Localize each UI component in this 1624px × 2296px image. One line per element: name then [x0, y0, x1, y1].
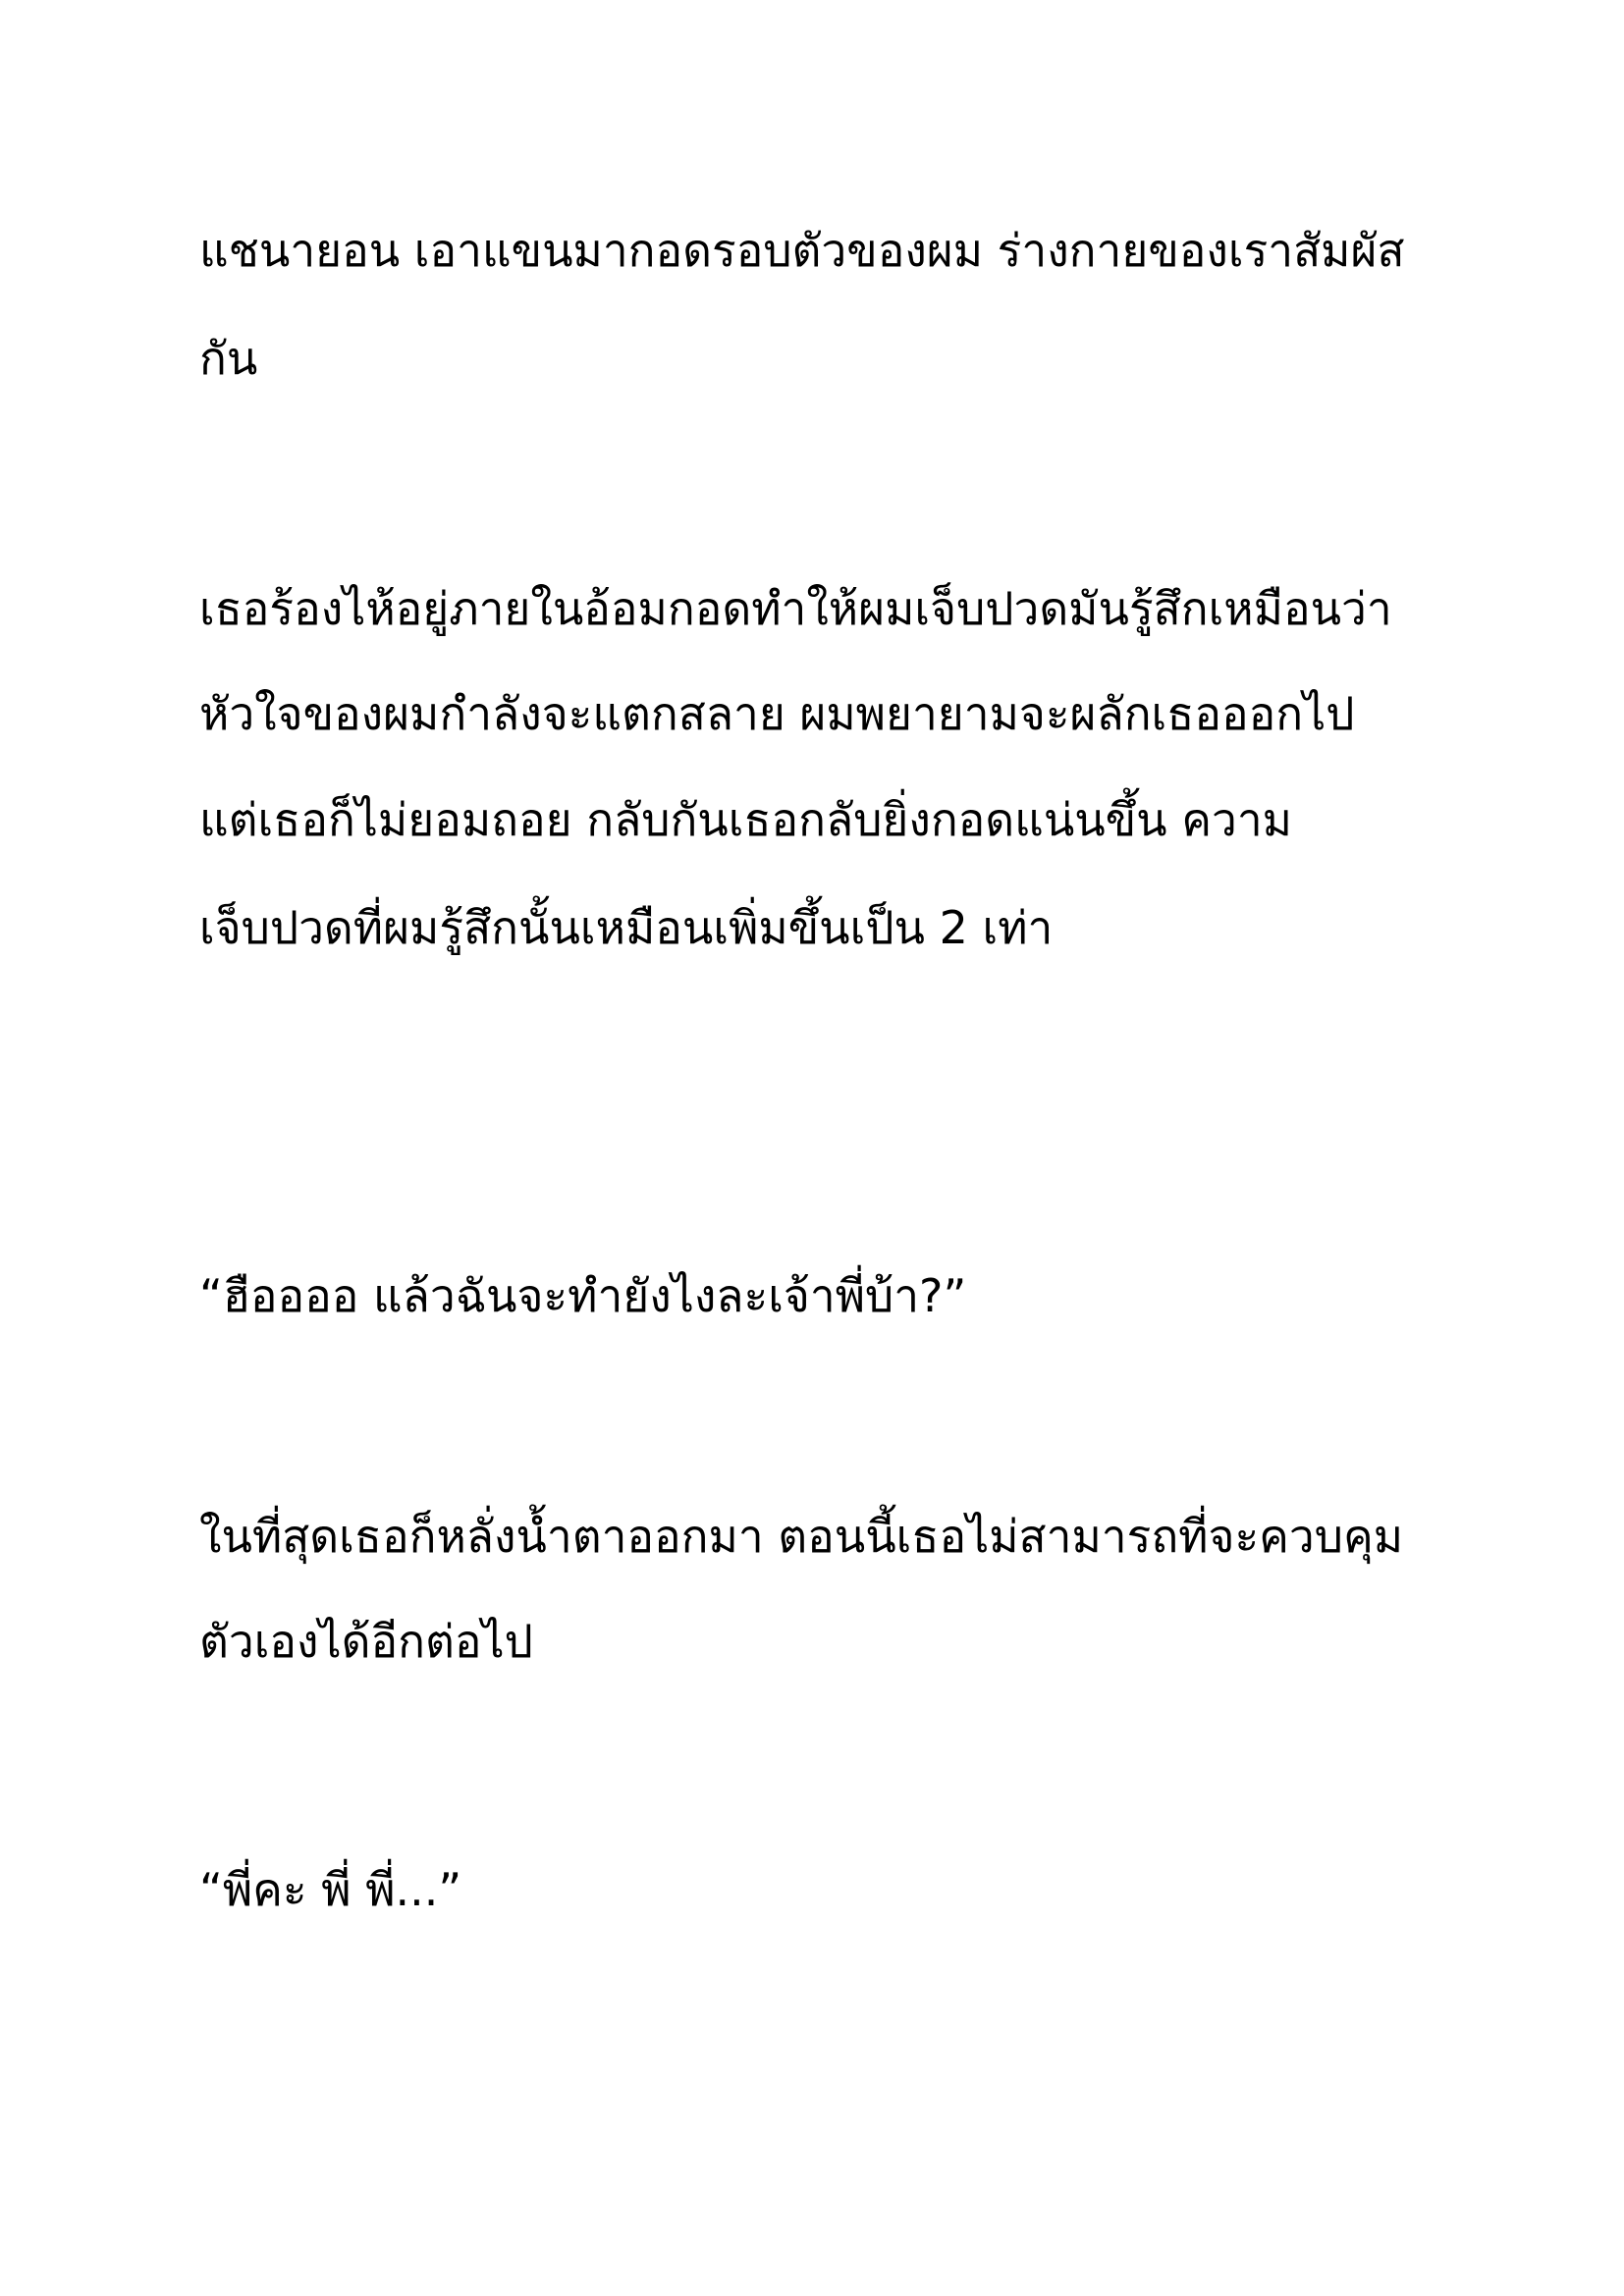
paragraph-1-line-1: แชนายอน เอาแขนมากอดรอบตัวของผม ร่างกายของเราสัมผัส [199, 224, 1405, 277]
dialogue-line-1: “ฮืออออ แล้วฉันจะทำยังไงละเจ้าพี่บ้า?” [199, 1269, 967, 1322]
paragraph-1-line-2: กัน [199, 332, 258, 385]
dialogue-line-2: “พี่คะ พี่ พี่...” [199, 1863, 462, 1916]
paragraph-2-line-1: เธอร้องไห้อยู่ภายในอ้อมกอดทำให้ผมเจ็บปวดมันรู้สึกเหมือนว่า [199, 582, 1392, 635]
paragraph-4-line-1: ในที่สุดเธอก็หลั่งน้ำตาออกมา ตอนนี้เธอไม่สามารถที่จะควบคุม [199, 1510, 1404, 1563]
paragraph-2-line-3: แต่เธอก็ไม่ยอมถอย กลับกันเธอกลับยิ่งกอดแน่นขึ้น ความ [199, 793, 1292, 846]
paragraph-4-line-2: ตัวเองได้อีกต่อไป [199, 1615, 533, 1668]
paragraph-2-line-4: เจ็บปวดที่ผมรู้สึกนั้นเหมือนเพิ่มขึ้นเป็น 2 เท่า [199, 901, 1054, 954]
paragraph-2-line-2: หัวใจของผมกำลังจะแตกสลาย ผมพยายามจะผลักเธอออกไป [199, 687, 1355, 740]
